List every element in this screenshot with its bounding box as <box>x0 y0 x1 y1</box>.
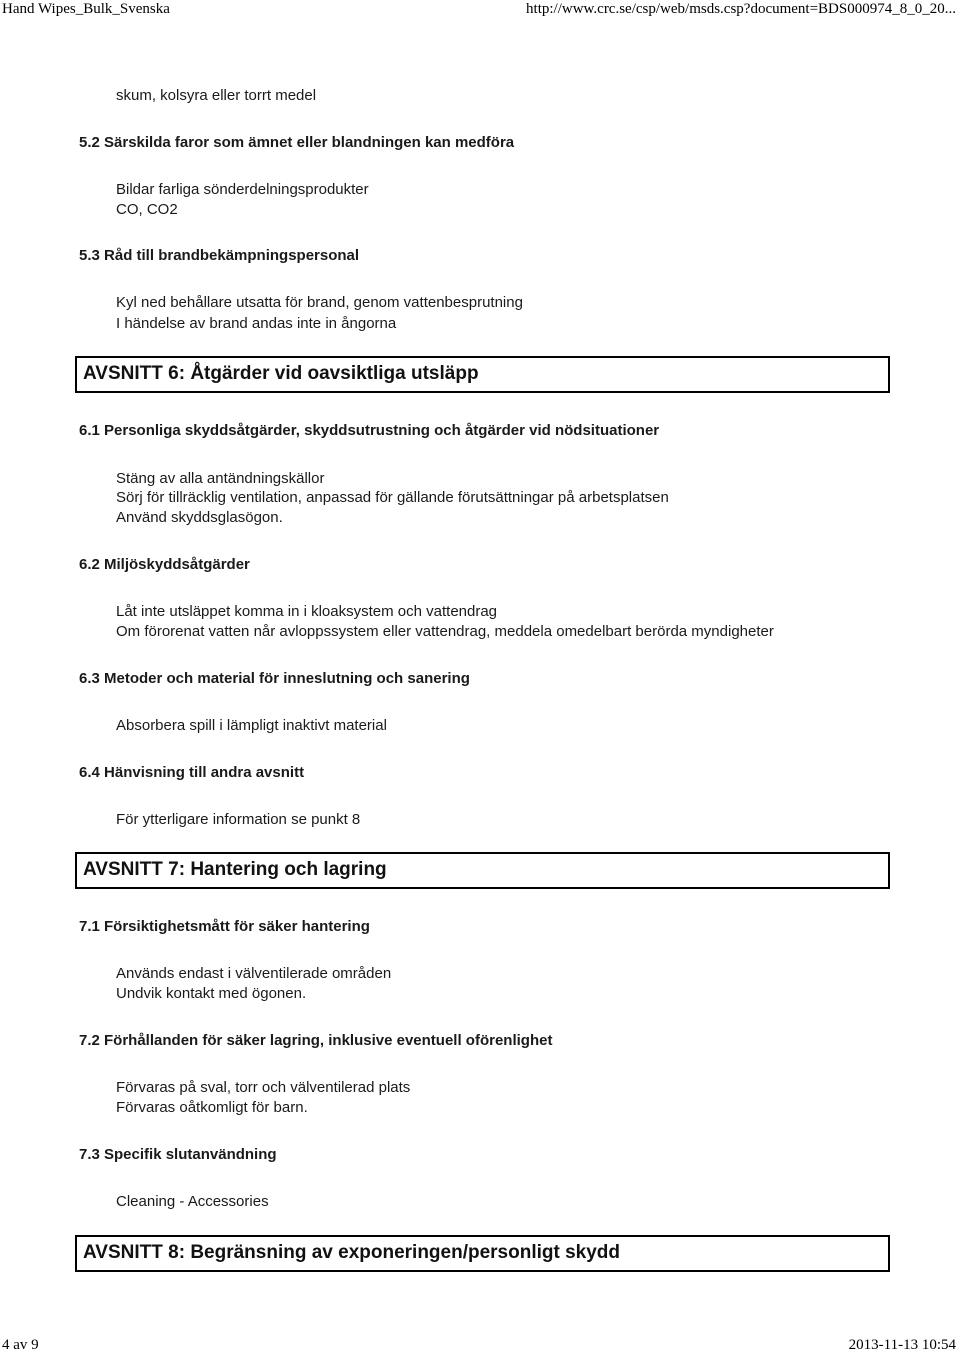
s7-2-heading: 7.2 Förhållanden för säker lagring, inklusive eventuell oförenlighet <box>79 1032 553 1049</box>
s6-2-text-line: Låt inte utsläppet komma in i kloaksystem och vattendrag <box>116 603 498 620</box>
s6-3-heading: 6.3 Metoder och material för inneslutning och sanering <box>79 670 470 687</box>
s6-1-text-line: Använd skyddsglasögon. <box>116 509 283 526</box>
section-7-box <box>75 852 890 889</box>
section-6-title: AVSNITT 6: Åtgärder vid oavsiktliga utsläpp <box>83 363 479 384</box>
s5-2-heading: 5.2 Särskilda faror som ämnet eller blandningen kan medföra <box>79 134 515 151</box>
s6-3-text-line: Absorbera spill i lämpligt inaktivt material <box>116 717 387 734</box>
s6-1-heading: 6.1 Personliga skyddsåtgärder, skyddsutrustning och åtgärder vid nödsituationer <box>79 422 660 439</box>
s5-3-text-line: I händelse av brand andas inte in ångorna <box>116 315 397 332</box>
s7-1-heading: 7.1 Försiktighetsmått för säker hantering <box>79 918 370 935</box>
s6-1-text-line: Sörj för tillräcklig ventilation, anpassad för gällande förutsättningar på arbetsplatsen <box>116 489 669 506</box>
s7-2-text-line: Förvaras på sval, torr och välventilerad plats <box>116 1079 411 1096</box>
section-8-title: AVSNITT 8: Begränsning av exponeringen/personligt skydd <box>83 1242 621 1263</box>
s5-2-text-line: CO, CO2 <box>116 201 178 218</box>
s5-2-text-line: Bildar farliga sönderdelningsprodukter <box>116 181 369 198</box>
s7-2-text-line: Förvaras oåtkomligt för barn. <box>116 1099 308 1116</box>
s5-3-heading: 5.3 Råd till brandbekämpningspersonal <box>79 247 360 264</box>
s6-2-heading: 6.2 Miljöskyddsåtgärder <box>79 556 250 573</box>
s6-1-text-line: Stäng av alla antändningskällor <box>116 470 325 487</box>
s7-1-text-line: Används endast i välventilerade områden <box>116 965 392 982</box>
section-8-box <box>75 1235 890 1272</box>
print-footer-page-number: 4 av 9 <box>2 1337 39 1353</box>
s6-4-text-line: För ytterligare information se punkt 8 <box>116 811 361 828</box>
section-7-title: AVSNITT 7: Hantering och lagring <box>83 859 387 880</box>
s5-3-text-line: Kyl ned behållare utsatta för brand, genom vattenbesprutning <box>116 294 523 311</box>
s6-4-heading: 6.4 Hänvisning till andra avsnitt <box>79 764 305 781</box>
s7-1-text-line: Undvik kontakt med ögonen. <box>116 985 307 1002</box>
s7-3-heading: 7.3 Specifik slutanvändning <box>79 1146 277 1163</box>
section-6-box <box>75 356 890 393</box>
s7-3-text-line: Cleaning - Accessories <box>116 1193 269 1210</box>
s5-1-text-line: skum, kolsyra eller torrt medel <box>116 87 317 104</box>
s6-2-text-line: Om förorenat vatten når avloppssystem eller vattendrag, meddela omedelbart berörda myndigheter <box>116 623 774 640</box>
print-header-url: http://www.crc.se/csp/web/msds.csp?document=BDS000974_8_0_20... <box>526 1 956 17</box>
print-footer-datetime: 2013-11-13 10:54 <box>848 1337 956 1353</box>
print-header-title: Hand Wipes_Bulk_Svenska <box>2 1 170 17</box>
